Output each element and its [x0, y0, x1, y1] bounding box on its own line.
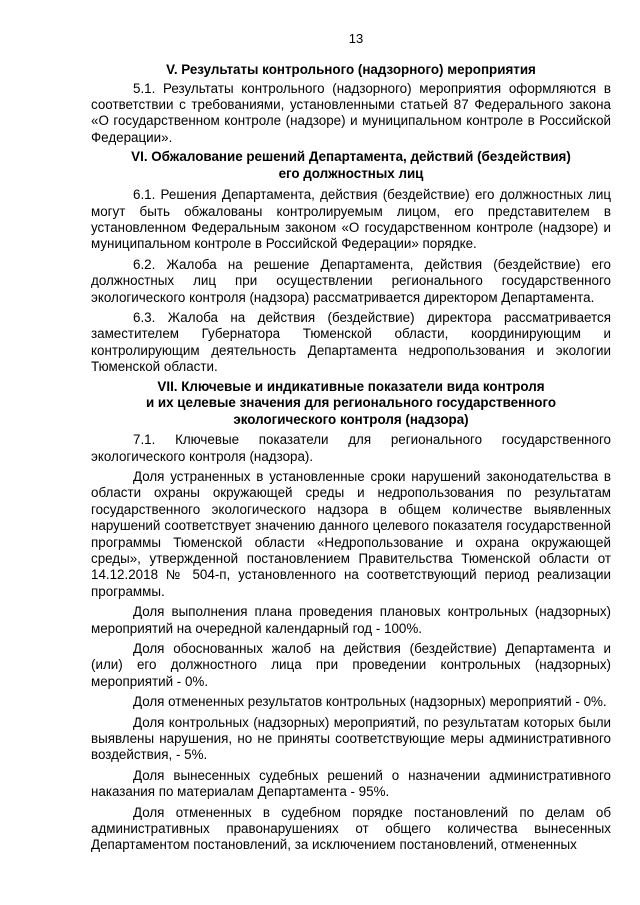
- section-vi-heading-line-1: VI. Обжалование решений Департамента, действий (бездействия): [131, 149, 571, 165]
- section-vi-heading-line-2: его должностных лиц: [278, 165, 424, 181]
- document-page: [91, 0, 611, 854]
- section-vi-heading: [91, 149, 611, 182]
- paragraph-indicator-plan-execution: Доля выполнения плана проведения плановых контрольных (надзорных) мероприятий на очередной календарный год - 100%.: [91, 604, 611, 636]
- section-v-heading: V. Результаты контрольного (надзорного) мероприятия: [166, 62, 536, 77]
- paragraph-6-2: 6.2. Жалоба на решение Департамента, действия (бездействие) его должностных лиц при осуществлении регионального государственного экологического контроля (надзора) рассматривается директором Департамента.: [91, 256, 611, 305]
- paragraph-indicator-cancelled-rulings: Доля отмененных в судебном порядке постановлений по делам об административных правонарушениях от общего количества вынесенных Департаментом постановлений, за исключением постановлений, отмененных: [91, 804, 611, 853]
- paragraph-indicator-no-measures: Доля контрольных (надзорных) мероприятий, по результатам которых были выявлены нарушения, но не приняты соответствующие меры административного воздействия, - 5%.: [91, 714, 611, 763]
- section-vii-heading-line-1: VII. Ключевые и индикативные показатели вида контроля: [157, 378, 545, 394]
- section-vii-heading-line-2: и их целевые значения для регионального государственного: [145, 395, 557, 411]
- paragraph-indicator-court-decisions: Доля вынесенных судебных решений о назначении административного наказания по материалам Департамента - 95%.: [91, 767, 611, 800]
- paragraph-6-1: 6.1. Решения Департамента, действия (бездействие) его должностных лиц могут быть обжалованы контролируемым лицом, его представителем в установленном Федеральным законом «О государственном контроле (надзоре) и муниципальном контроле в Российской Федерации» порядке.: [91, 187, 611, 252]
- page-number: 13: [348, 31, 364, 46]
- paragraph-6-3: 6.3. Жалоба на действия (бездействие) директора рассматривается заместителем Губернатора Тюменской области, координирующим и контролирующим деятельность Департамента недропользования и экологии Тюменской области.: [91, 309, 611, 375]
- section-vii-heading: [91, 379, 611, 429]
- paragraph-indicator-justified-complaints: Доля обоснованных жалоб на действия (бездействие) Департамента и (или) его должностного лица при проведении контрольных (надзорных) мероприятий - 0%.: [91, 640, 611, 689]
- paragraph-7-1: 7.1. Ключевые показатели для регионального государственного экологического контроля (надзора).: [91, 432, 611, 464]
- section-vii-heading-line-3: экологического контроля (надзора): [233, 411, 469, 427]
- paragraph-indicator-remediated-violations: Доля устраненных в установленные сроки нарушений законодательства в области охраны окружающей среды и недропользования по результатам государственного экологического надзора в общем количестве выявленных нарушений соответствует значению данного целевого показателя государственной программы Тюменской области «Недропользование и охрана окружающей среды», утвержденной постановлением Правительства Тюменской области от 14.12.2018 № 504-п, установленного на соответствующий период реализации программы.: [91, 468, 611, 599]
- paragraph-5-1: 5.1. Результаты контрольного (надзорного) мероприятия оформляются в соответствии с требованиями, установленными статьей 87 Федерального закона «О государственном контроле (надзоре) и муниципальном контроле в Российской Федерации».: [91, 80, 611, 145]
- paragraph-indicator-cancelled-results: Доля отмененных результатов контрольных (надзорных) мероприятий - 0%.: [133, 694, 607, 710]
